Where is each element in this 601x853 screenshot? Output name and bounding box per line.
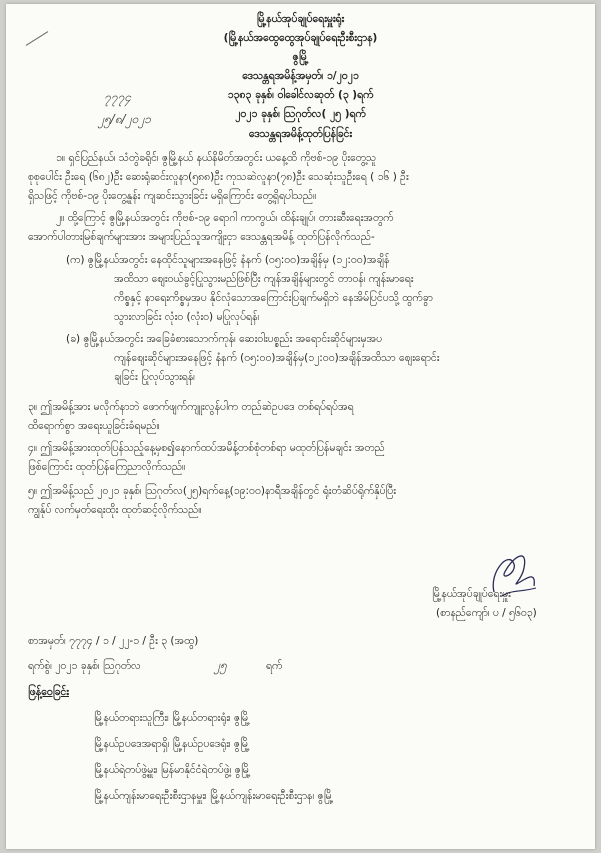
gregorian-date: ၂၀၂၁ ခုနှစ်၊ ဩဂုတ်လ( ၂၅ )ရက် xyxy=(235,108,366,120)
distribution-item: မြို့နယ်ကျန်းမာရေးဦးစီးဌာနမှူး၊ မြို့နယ်ကျန်းမာရေးဦးစီးဌာန၊ ဇွမြို့ xyxy=(94,790,334,802)
para1-line: စုစုပေါင်း ဦးရေ (၆၈၂)ဦး ဆေးရုံဆင်းလူနာ(၅၈၈)ဦး ကုသဆဲလူနာ(၇၈)ဦး သေဆုံးသူဦးရေ ( ၁၆ ) ဦး xyxy=(28,171,409,183)
item-b-line: ချခြင်း ပြုလုပ်သွားရန်၊ xyxy=(114,371,195,383)
department-name: (မြို့နယ်အထွေထွေအုပ်ချုပ်ရေးဦးစီးဌာန) xyxy=(223,32,378,44)
distribution-item: မြို့နယ်ရဲတပ်ဖွဲ့မှူး၊ မြန်မာနိုင်ငံရဲတပ်ဖွဲ့၊ ဇွမြို့ xyxy=(94,764,251,776)
para1-line: ၁။ ရှင်ပြည်နယ်၊ သံတွဲခရိုင်၊ ဇွမြို့နယ် နယ်နိမိတ်အတွင်း ယနေ့ထိ ကိုဗစ်-၁၉ ပိုးတွေ့သူ xyxy=(56,152,377,164)
item-b-line: (ခ) ဇွမြို့နယ်အတွင်း အခြေခံစားသောက်ကုန်၊ ဆေးဝါးပစ္စည်း အရောင်းဆိုင်များမှအပ xyxy=(66,333,383,345)
item-a-line: အထိသာ စျေးဝယ်ခွင့်ပြုသွားမည်ဖြစ်ပြီး ကျန်အချိန်များတွင် တာဝန်၊ ကျန်းမာရေး xyxy=(114,273,414,285)
myanmar-date: ၁၃၈၃ ခုနှစ်၊ ဝါခေါင်လဆုတ် (၃ )ရက် xyxy=(227,89,374,101)
para3-line: ၃။ ဤအမိန့်အား မလိုက်နာဘဲ ဖောက်ဖျက်ကျူးလွန်ပါက တည်ဆဲဥပဒေ တစ်ရပ်ရပ်အရ xyxy=(28,401,354,413)
margin-note-number: ၇၇၇၄ xyxy=(104,90,131,104)
office-name: မြို့နယ်အုပ်ချုပ်ရေးမှူးရုံး xyxy=(256,13,345,25)
distribution-item: မြို့နယ်ဥပဒေအရာရှိ၊ မြို့နယ်ဥပဒေရုံး၊ ဇွမြို့ xyxy=(94,738,250,750)
order-subject: ဒေသန္တရအမိန့်ထုတ်ပြန်ခြင်း xyxy=(248,128,353,140)
letter-date-day: ၂၅ xyxy=(214,658,227,672)
para2-line: အောက်ပါတားမြစ်ချက်များအား အများပြည်သူအကျိုးငှာ ဒေသန္တရအမိန့် ထုတ်ပြန်လိုက်သည်- xyxy=(28,231,375,243)
para3-line: ထိရောက်စွာ အရေးယူခြင်းခံရမည်။ xyxy=(28,420,160,432)
document-page xyxy=(6,4,595,849)
distribution-heading: ဖြန့်ဝေခြင်း xyxy=(28,686,69,698)
para1-line: ရှိသဖြင့် ကိုဗစ်-၁၉ ပိုးတွေ့နှုန်း ကျဆင်းသွားခြင်း မရှိကြောင်း တွေ့ရှိရပါသည်။ xyxy=(28,190,317,202)
distribution-item: မြို့နယ်တရားသူကြီး၊ မြို့နယ်တရားရုံး၊ ဇွမြို့ xyxy=(94,712,250,724)
para4-line: ၄။ ဤအမိန့်အားထုတ်ပြန်သည့်နေ့မှစ၍နောက်ထပ်အမိန့်တစ်စုံတစ်ရာ မထုတ်ပြန်မချင်း အတည် xyxy=(28,442,385,454)
margin-note-date: ၂၅/၈/၂၀၂၁ xyxy=(98,112,151,126)
para4-line: ဖြစ်ကြောင်း ထုတ်ပြန်ကြေညာလိုက်သည်။ xyxy=(28,461,186,473)
item-a-line: ကိစ္စနှင့် နာရေးကိစ္စမှအပ နိုင်လုံသောအကြောင်းပြချက်မရှိဘဲ နေအိမ်ပြင်ပသို့ ထွက်ခွာ xyxy=(114,292,433,304)
letter-number: စာအမှတ်၊ ၇၇၇၄ / ၁ / ၂၂-၁ / ဦး ၃ (အထွ) xyxy=(28,635,199,647)
letter-date-suffix: ရက် xyxy=(266,660,283,672)
letter-date-label: ရက်စွဲ၊ ၂၀၂၁ ခုနှစ်၊ ဩဂုတ်လ xyxy=(28,660,141,672)
item-a-line: သွားလာခြင်း လုံးဝ (လုံးဝ) မပြုလုပ်ရန်၊ xyxy=(114,311,260,323)
para2-line: ၂။ ထို့ကြောင့် ဇွမြို့နယ်အတွင်း ကိုဗစ်-၁၉ ရောဂါ ကာကွယ်၊ ထိန်းချုပ်၊ တားဆီးရေးအတွက် xyxy=(56,212,394,224)
signatory-code: (စာနည်ကျော်၊ ပ / ၅၆၀၃) xyxy=(436,607,537,619)
para5-line: ၅။ ဤအမိန့်သည် ၂၀၂၁ ခုနှစ်၊ ဩဂုတ်လ(၂၅)ရက်နေ့(၁၉:၀၀)နာရီအချိန်တွင် ရုံးတံဆိပ်ရိုက်နှိပ်ပြီး xyxy=(28,485,396,497)
item-a-line: (က) ဇွမြို့နယ်အတွင်း နေထိုင်သူများအနေဖြင့် နံနက် (၀၅:၀၀)အချိန်မှ (၁၂:၀၀)အချိန် xyxy=(66,254,390,266)
town-name: ဇွမြို့ xyxy=(292,51,309,63)
signatory-title: မြို့နယ်အုပ်ချုပ်ရေးမှူး xyxy=(432,588,511,600)
item-b-line: ကျန်စျေးဆိုင်များအနေဖြင့် နံနက် (၀၅:၀၀)အချိန်မှ(၁၂:၀၀)အချိန်အထိသာ စျေးရောင်း xyxy=(114,352,440,364)
order-number: ဒေသန္တရအမိန့်အမှတ်၊ ၁/၂၀၂၁ xyxy=(242,70,359,82)
para5-line: ကျွန်ုပ် လက်မှတ်ရေးထိုး ထုတ်ဆင့်လိုက်သည်။ xyxy=(28,504,202,516)
